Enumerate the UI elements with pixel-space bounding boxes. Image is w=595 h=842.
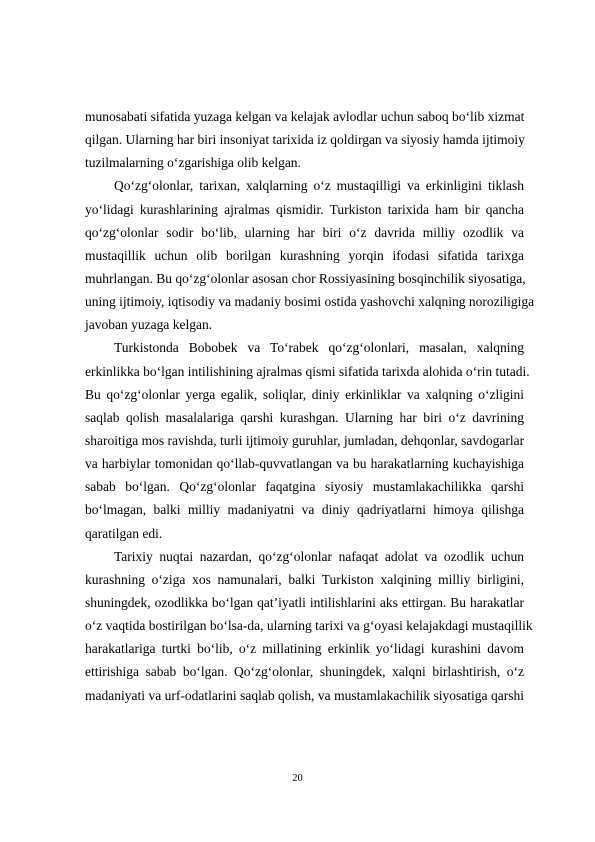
text-line: saqlab qolish masalalariga qarshi kurashgan. Ularning har biri o‘z davrining (85, 409, 524, 425)
text-line: munosabati sifatida yuzaga kelgan va kelajak avlodlar uchun saboq bo‘lib xizmat (85, 109, 525, 124)
text-line: tuzilmalarning o‘zgarishiga olib kelgan. (85, 155, 301, 171)
text-line: bo‘lmagan, balki milliy madaniyatni va diniy qadriyatlarni himoya qilishga (85, 502, 524, 518)
text-line: Bu qo‘zg‘olonlar yerga egalik, soliqlar, diniy erkinliklar va xalqning o‘zligini (85, 386, 524, 402)
text-line: sharoitiga mos ravishda, turli ijtimoiy guruhlar, jumladan, dehqonlar, savdogarlar (85, 432, 525, 448)
text-line: va harbiylar tomonidan qo‘llab-quvvatlangan va bu harakatlarning kuchayishiga (85, 456, 524, 472)
text-line: erkinlikka bo‘lgan intilishining ajralmas qismi sifatida tarixda alohida o‘rin tutadi. (85, 363, 530, 379)
text-line: madaniyati va urf-odatlarini saqlab qolish, va mustamlakachilik siyosatiga qarshi (85, 687, 524, 703)
text-line: harakatlariga turtki bo‘lib, o‘z millatining erkinlik yo‘lidagi kurashini davom (85, 641, 524, 657)
text-line: shuningdek, ozodlikka bo‘lgan qat’iyatli intilishlarini aks ettirgan. Bu harakatlar (85, 594, 524, 610)
text-line: qo‘zg‘olonlar sodir bo‘lib, ularning har biri o‘z davrida milliy ozodlik va (85, 224, 524, 240)
text-line: Qo‘zg‘olonlar, tarixan, xalqlarning o‘z mustaqilligi va erkinligini tiklash (114, 178, 524, 194)
body-text (85, 105, 535, 707)
text-line: o‘z vaqtida bostirilgan bo‘lsa-da, ularning tarixi va g‘oyasi kelajakdagi mustaqillik (85, 618, 533, 634)
text-line: javoban yuzaga kelgan. (85, 317, 213, 333)
text-line: qilgan. Ularning har biri insoniyat tarixida iz qoldirgan va siyosiy hamda ijtimoiy (85, 132, 525, 148)
text-line: Turkistonda Bobobek va To‘rabek qo‘zg‘olonlari, masalan, xalqning (114, 340, 524, 356)
text-line: mustaqillik uchun olib borilgan kurashning yorqin ifodasi sifatida tarixga (85, 247, 524, 263)
text-line: uning ijtimoiy, iqtisodiy va madaniy bosimi ostida yashovchi xalqning noroziligiga (85, 294, 535, 310)
page-number: 20 (292, 773, 303, 784)
text-line: Tarixiy nuqtai nazardan, qo‘zg‘olonlar nafaqat adolat va ozodlik uchun (114, 548, 524, 564)
text-line: sabab bo‘lgan. Qo‘zg‘olonlar faqatgina siyosiy mustamlakachilikka qarshi (85, 479, 524, 495)
text-line: muhrlangan. Bu qo‘zg‘olonlar asosan chor Rossiyasining bosqinchilik siyosatiga, (85, 270, 526, 286)
text-line: qaratilgan edi. (85, 525, 163, 541)
text-line: ettirishiga sabab bo‘lgan. Qo‘zg‘olonlar, shuningdek, xalqni birlashtirish, o‘z (85, 664, 524, 680)
text-line: kurashning o‘ziga xos namunalari, balki Turkiston xalqining milliy birligini, (85, 571, 524, 587)
text-line: yo‘lidagi kurashlarining ajralmas qismidir. Turkiston tarixida ham bir qancha (85, 201, 524, 217)
